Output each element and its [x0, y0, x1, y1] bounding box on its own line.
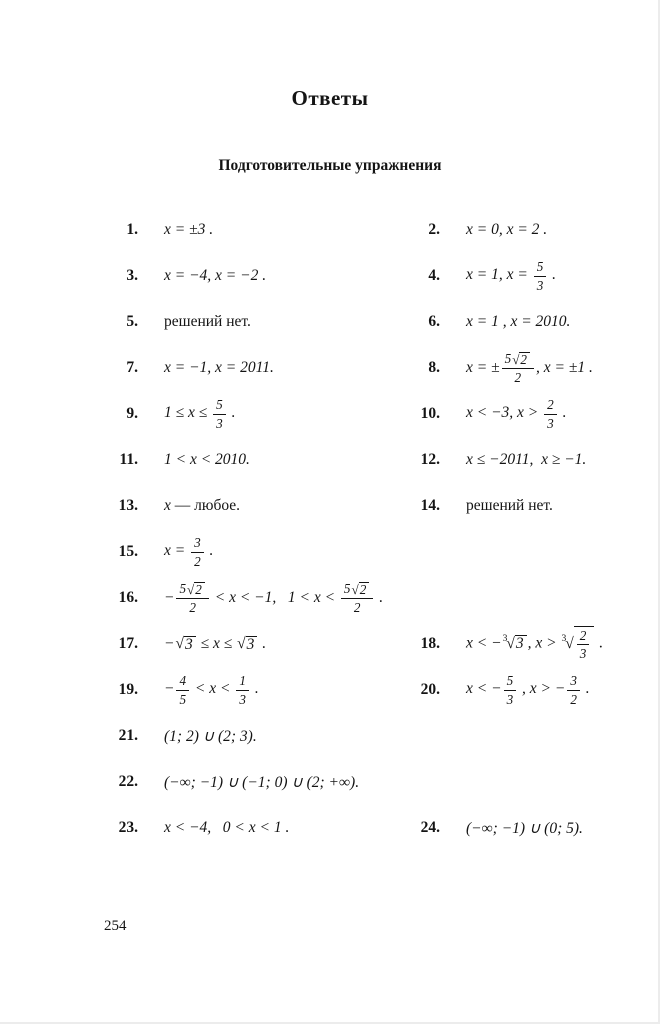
- math-text: 2: [514, 370, 522, 386]
- plain-text: решений нет.: [466, 497, 553, 514]
- radical-sign-icon: √: [187, 581, 195, 597]
- answer-item: [406, 221, 626, 239]
- math-text: < x < −1, 1 < x <: [210, 588, 339, 606]
- answer-expression: [164, 267, 266, 285]
- numerator: [502, 351, 534, 369]
- answer-item: [406, 258, 626, 293]
- answer-number: 7.: [126, 359, 138, 376]
- answer-row: [104, 207, 626, 253]
- math-text: 1 < x < 2010.: [164, 451, 250, 468]
- math-text: 3: [547, 415, 554, 431]
- answer-number: 16.: [118, 589, 138, 606]
- answer-number: 20.: [420, 681, 440, 698]
- fraction: [236, 673, 249, 706]
- answer-item: [406, 626, 626, 662]
- answer-item: [104, 497, 406, 515]
- math-text: 5: [179, 580, 187, 596]
- answer-expression: [466, 221, 547, 239]
- answer-expression: [164, 580, 383, 617]
- math-text: .: [258, 634, 267, 652]
- denominator: [191, 553, 204, 569]
- nth-root: [503, 635, 527, 652]
- math-text: (−∞; −1) ∪ (−1; 0) ∪ (2; +∞).: [164, 773, 360, 791]
- fraction: [176, 581, 208, 616]
- answer-number: 6.: [428, 313, 440, 330]
- radical-sign-icon: √: [351, 581, 359, 597]
- math-text: < x <: [191, 680, 235, 698]
- fraction: [213, 397, 226, 430]
- radical-sign-icon: √: [175, 635, 184, 653]
- math-text: 3: [239, 691, 246, 707]
- denominator: [213, 415, 226, 431]
- radical-sign-icon: √: [506, 634, 515, 652]
- denominator: [534, 277, 547, 293]
- radicand: [515, 635, 527, 652]
- answer-item: [406, 497, 626, 515]
- answer-number: 21.: [118, 727, 138, 744]
- answer-expression: [164, 221, 213, 239]
- answer-expression: [164, 396, 235, 431]
- root-index: 3: [502, 633, 508, 645]
- math-text: 2: [189, 600, 196, 616]
- numerator: [544, 397, 557, 414]
- radical-sign-icon: √: [237, 635, 246, 653]
- fraction: [176, 673, 189, 706]
- plain-text: решений нет.: [164, 313, 251, 330]
- answer-row: [104, 253, 626, 299]
- math-text: 5: [504, 350, 512, 366]
- denominator: [176, 691, 189, 707]
- page-number: 254: [104, 918, 127, 934]
- math-text: 3: [184, 635, 193, 653]
- answer-number: 14.: [420, 497, 440, 514]
- math-text: 5: [216, 397, 223, 413]
- math-text: x < −: [466, 680, 502, 698]
- answer-expression: [466, 350, 593, 387]
- answer-item: [406, 313, 626, 331]
- square-root: [237, 636, 257, 653]
- math-text: 1 ≤ x ≤: [164, 404, 212, 422]
- answer-expression: [164, 313, 251, 331]
- answer-number: 4.: [428, 267, 440, 284]
- math-text: , x >: [527, 634, 561, 652]
- answer-number: 24.: [420, 819, 440, 836]
- math-text: , x > −: [518, 680, 566, 698]
- denominator: [341, 599, 373, 615]
- math-text: x < −3, x >: [466, 404, 543, 422]
- math-text: .: [375, 588, 384, 606]
- denominator: [502, 369, 534, 385]
- math-text: x = ±: [466, 358, 500, 376]
- answer-item: [104, 534, 626, 569]
- numerator: [504, 673, 517, 690]
- math-text: .: [205, 542, 214, 560]
- answer-expression: [164, 635, 266, 653]
- square-root: [187, 582, 205, 597]
- math-text: 3: [246, 635, 255, 653]
- answer-item: [104, 451, 406, 469]
- math-text: 4: [179, 673, 187, 689]
- math-text: −: [164, 588, 175, 606]
- fraction: [534, 259, 547, 292]
- math-text: 2: [194, 553, 201, 569]
- answer-expression: [466, 819, 583, 838]
- section-title: Подготовительные упражнения: [218, 157, 442, 174]
- answer-number: 11.: [119, 451, 138, 468]
- answer-row: [104, 667, 626, 713]
- math-text: x < −4, 0 < x < 1 .: [164, 819, 290, 836]
- math-text: 2: [579, 627, 587, 643]
- answer-item: [406, 451, 626, 469]
- math-text: x = −1, x = 2011.: [164, 359, 274, 376]
- denominator: [577, 645, 590, 661]
- math-text: .: [581, 680, 590, 698]
- answer-expression: [466, 451, 586, 469]
- answer-expression: [164, 672, 259, 707]
- math-text: x =: [164, 542, 190, 560]
- denominator: [544, 415, 557, 431]
- answer-item: [104, 221, 406, 239]
- answer-expression: [466, 626, 603, 662]
- math-text: −: [164, 634, 175, 652]
- math-text: 3: [515, 635, 524, 653]
- answer-item: [406, 819, 626, 838]
- square-root: [352, 582, 370, 597]
- math-text: x: [164, 497, 171, 514]
- math-text: 5: [343, 580, 351, 596]
- answer-number: 1.: [126, 221, 138, 238]
- answer-row: [104, 483, 626, 529]
- answer-number: 13.: [118, 497, 138, 514]
- fraction: [504, 673, 517, 706]
- math-text: 2: [359, 582, 367, 598]
- numerator: [577, 628, 590, 645]
- answer-expression: [466, 396, 566, 431]
- answer-number: 18.: [420, 635, 440, 652]
- math-text: .: [548, 266, 557, 284]
- answer-expression: [164, 359, 274, 377]
- square-root: [175, 636, 195, 653]
- answer-item: [104, 580, 626, 617]
- numerator: [213, 397, 226, 414]
- numerator: [176, 673, 189, 690]
- math-text: 5: [536, 259, 544, 275]
- answer-item: [406, 396, 626, 431]
- math-text: (−∞; −1) ∪ (0; 5).: [466, 819, 583, 837]
- math-text: 3: [194, 535, 201, 551]
- answer-number: 2.: [428, 221, 440, 238]
- answer-expression: [164, 534, 213, 569]
- answer-item: [104, 773, 626, 792]
- math-text: x = ±3 .: [164, 221, 214, 238]
- radicand: [194, 582, 205, 597]
- answer-number: 15.: [118, 543, 138, 560]
- answer-item: [104, 819, 406, 837]
- answer-number: 23.: [118, 819, 138, 836]
- answer-item: [104, 313, 406, 331]
- answer-row: [104, 575, 626, 621]
- math-text: .: [595, 634, 604, 652]
- math-text: 5: [506, 673, 514, 689]
- math-text: 5: [179, 691, 187, 707]
- math-text: 2: [353, 600, 361, 616]
- answer-row: [104, 759, 626, 805]
- radicand: [246, 636, 258, 653]
- answer-expression: [164, 727, 257, 746]
- radicand: [359, 582, 370, 597]
- answer-expression: [466, 313, 570, 331]
- numerator: [534, 259, 547, 276]
- answer-expression: [466, 258, 556, 293]
- math-text: 1: [239, 673, 246, 689]
- answer-expression: [164, 773, 359, 792]
- fraction: [341, 581, 373, 616]
- answer-row: [104, 621, 626, 667]
- answer-expression: [466, 672, 590, 707]
- answer-item: [104, 672, 406, 707]
- denominator: [176, 599, 208, 615]
- answer-expression: [164, 497, 240, 515]
- answer-row: [104, 805, 626, 851]
- denominator: [236, 691, 249, 707]
- fraction: [577, 628, 590, 661]
- answer-number: 8.: [428, 359, 440, 376]
- math-text: x < −: [466, 634, 502, 652]
- math-text: x ≤ −2011, x ≥ −1.: [466, 451, 587, 468]
- math-text: x = 1, x =: [466, 266, 532, 284]
- answer-item: [104, 267, 406, 285]
- math-text: x = 1 , x = 2010.: [466, 313, 571, 330]
- numerator: [567, 673, 580, 690]
- radicand: [574, 626, 595, 662]
- answer-number: 9.: [126, 405, 138, 422]
- numerator: [191, 535, 204, 552]
- answer-number: 3.: [126, 267, 138, 284]
- numerator: [341, 581, 373, 599]
- radical-sign-icon: √: [512, 351, 520, 367]
- denominator: [567, 691, 580, 707]
- math-text: 2: [547, 397, 554, 413]
- math-text: x = −4, x = −2 .: [164, 267, 267, 284]
- math-text: ≤ x ≤: [196, 634, 237, 652]
- numerator: [176, 581, 208, 599]
- fraction: [191, 535, 204, 568]
- answer-row: [104, 345, 626, 391]
- denominator: [504, 691, 517, 707]
- answer-row: [104, 713, 626, 759]
- nth-root: [561, 626, 594, 662]
- fraction: [502, 351, 534, 386]
- math-text: 2: [195, 582, 202, 598]
- math-text: .: [227, 404, 236, 422]
- math-text: 3: [579, 646, 587, 661]
- square-root: [512, 352, 530, 367]
- radical-sign-icon: √: [565, 634, 574, 652]
- answer-item: [104, 359, 406, 377]
- math-text: .: [250, 680, 259, 698]
- root-index: 3: [561, 633, 567, 645]
- answer-number: 12.: [420, 451, 440, 468]
- fraction: [567, 673, 580, 706]
- answer-row: [104, 437, 626, 483]
- fraction: [544, 397, 557, 430]
- math-text: 2: [570, 691, 577, 707]
- math-text: −: [164, 680, 175, 698]
- answer-item: [104, 727, 626, 746]
- radicand: [519, 352, 530, 367]
- math-text: 2: [520, 352, 527, 368]
- math-text: .: [558, 404, 567, 422]
- answer-row: [104, 299, 626, 345]
- plain-text: — любое.: [170, 497, 241, 514]
- answer-expression: [164, 451, 250, 469]
- math-text: (1; 2) ∪ (2; 3).: [164, 727, 257, 745]
- answer-row: [104, 529, 626, 575]
- answer-number: 17.: [118, 635, 138, 652]
- answer-row: [104, 391, 626, 437]
- answer-item: [104, 396, 406, 431]
- answer-number: 5.: [126, 313, 138, 330]
- page-title: Ответы: [291, 86, 369, 110]
- answer-number: 22.: [118, 773, 138, 790]
- answer-number: 19.: [118, 681, 138, 698]
- answer-expression: [164, 819, 289, 837]
- answer-expression: [466, 497, 553, 515]
- math-text: 3: [536, 277, 544, 293]
- numerator: [236, 673, 249, 690]
- math-text: , x = ±1 .: [536, 358, 593, 376]
- answers-list: [0, 207, 660, 851]
- math-text: 3: [216, 415, 223, 431]
- answer-number: 10.: [420, 405, 440, 422]
- math-text: x = 0, x = 2 .: [466, 221, 548, 238]
- answer-item: [104, 635, 406, 653]
- answer-item: [406, 672, 626, 707]
- radicand: [184, 636, 196, 653]
- answer-item: [406, 350, 626, 387]
- math-text: 3: [570, 673, 577, 689]
- math-text: 3: [506, 691, 514, 707]
